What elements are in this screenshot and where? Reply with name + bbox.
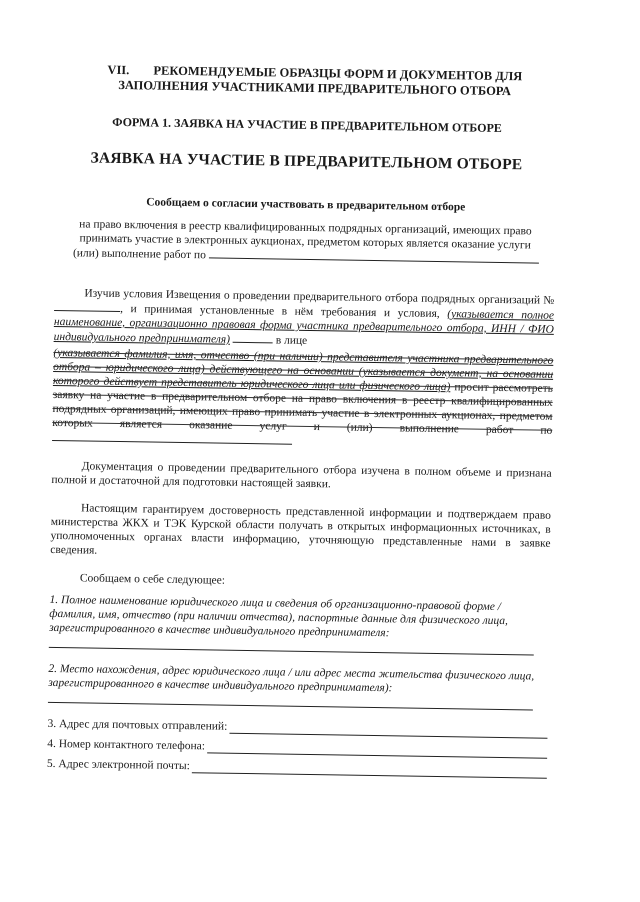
studied-continuation: [52, 346, 553, 453]
participant-name-hint: (указывается полное наименование, организационно правовая форма участника предварительного отбора, ИНН / ФИО индивидуального предпринимателя): [53, 308, 555, 346]
section-title: [58, 62, 558, 100]
consent-line1: на право включения в реестр квалифицированных подрядных организаций, имеющих право: [79, 218, 532, 238]
document-body: [47, 62, 558, 785]
studied-paragraph: [54, 286, 555, 352]
representative-hint: (указывается фамилия, имя, отчество (при наличии) представителя участника предварительного отбора – юридического лица) действующего на основании (указывается документ, на основании которого действует представитель юридического лица или физического лица): [52, 346, 554, 394]
item-4-field[interactable]: [207, 742, 547, 758]
item-4-row: [47, 737, 547, 759]
section-title-line1: РЕКОМЕНДУЕМЫЕ ОБРАЗЦЫ ФОРМ И ДОКУМЕНТОВ ДЛЯ: [153, 63, 523, 84]
main-title: ЗАЯВКА НА УЧАСТИЕ В ПРЕДВАРИТЕЛЬНОМ ОТБОРЕ: [90, 149, 523, 174]
item-5-row: [47, 757, 547, 779]
participant-name-field[interactable]: [233, 332, 273, 344]
about-heading: Сообщаем о себе следующее:: [79, 572, 226, 587]
item-2-label: 2. Место нахождения, адрес юридического лица / или адрес места жительства физического лица, зарегистрированного в качестве индивидуального предпринимателя):: [48, 662, 535, 695]
item-5-field[interactable]: [192, 762, 547, 779]
struck-block: [52, 346, 553, 453]
item-1-label: 1. Полное наименование юридического лица и сведения об организационно-правовой форме / фамилия, имя, отчество (при наличии отчества), паспортные данные для физического лица, зарегистрированного в качестве индивидуального предпринимателя:: [49, 593, 509, 640]
consent-line3: (или) выполнение работ по: [72, 247, 206, 262]
section-number: VII.: [107, 62, 130, 78]
item-3-field[interactable]: [229, 723, 547, 739]
studied-after-number: , и принимая установленные в нём требования и условия,: [120, 303, 440, 321]
docs-paragraph: Документация о проведении предварительного отбора изучена в полном объеме и признана полной и достаточной для подготовки настоящей заявки.: [51, 460, 552, 491]
item-3-label: 3. Адрес для почтовых отправлений:: [47, 717, 228, 733]
section-title-line2: ЗАПОЛНЕНИЯ УЧАСТНИКАМИ ПРЕДВАРИТЕЛЬНОГО ОТБОРА: [118, 77, 512, 99]
form-title: ФОРМА 1. ЗАЯВКА НА УЧАСТИЕ В ПРЕДВАРИТЕЛЬНОМ ОТБОРЕ: [112, 114, 502, 135]
consent-heading: Сообщаем о согласии участвовать в предварительном отборе: [146, 196, 466, 214]
guarantee-paragraph: Настоящим гарантируем достоверность представленной информации и подтверждаем право министерства ЖКХ и ТЭК Курской области получать в открытых информационных источниках, в уполномоченных органах власти информацию, уточняющую представленные нами в заявке сведения.: [50, 502, 552, 557]
notice-number-field[interactable]: [54, 300, 120, 312]
in-person-label: в лице: [275, 334, 308, 347]
request-text: просит рассмотреть заявку на участие в предварительном отборе на право включения в реестр квалифицированных подрядных организаций, имеющих право принимать участие в электронных аукционах, предметом которых является оказание услуг и (или) выполнение работ по: [52, 381, 554, 437]
item-4-label: 4. Номер контактного телефона:: [47, 737, 206, 753]
studied-lead: Изучив условия Извещения о проведении предварительного отбора подрядных организаций №: [84, 287, 555, 307]
item-5-label: 5. Адрес электронной почты:: [46, 757, 190, 773]
consent-line2: принимать участие в электронных аукционах, предметом которых является оказание услуги: [79, 232, 531, 252]
